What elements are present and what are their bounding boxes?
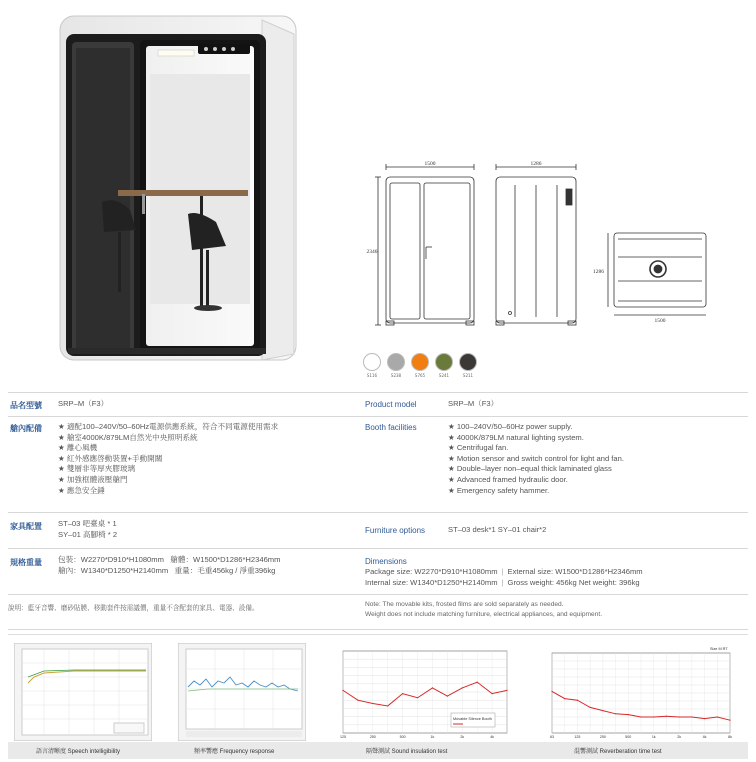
swatch-3[interactable] [410,353,430,378]
reverberation-chart [538,643,738,741]
list-item: ★ 離心風機 [58,443,98,453]
swatch-color [435,353,453,371]
en-value: ST–03 desk*1 SY–01 chair*2 [448,525,547,534]
data-point [602,710,603,711]
swatch-5[interactable] [458,353,478,378]
spec-row-facilities [8,416,748,512]
x-tick-label: 4k [702,735,707,739]
data-point [342,690,343,691]
list-item: ★ 100–240V/50–60Hz power supply. [448,422,573,431]
en-package: Package size: W2270*D910*H1080mm [365,567,498,576]
swatch-1[interactable] [362,353,382,378]
zh-list [58,519,117,540]
en-weight: Gross weight: 456kg Net weight: 396kg [507,577,640,587]
speech-intelligibility-chart [14,643,152,741]
en-internal: Internal size: W1340*D1250*H2140mm [365,577,498,587]
caption-bar [8,742,748,759]
list-item: ★ Advanced framed hydraulic door. [448,474,568,484]
en-note: Note: The movable kits, frosted films are sold separately as needed. Weight does not include matching furniture, electrical appliances, and equipment. [365,601,603,618]
data-point [447,696,448,697]
frequency-response-chart [178,643,306,741]
en-label: Dimensions [365,557,407,566]
en-label: Furniture options [365,526,426,535]
spec-table [8,392,748,630]
color-swatches [362,353,478,378]
spec-row-furniture [8,512,748,548]
list-item: ★ 雙層非等厚夾膠玻璃 [58,464,136,474]
zh-note: 說明：藍牙音響、磨砂貼膜、移動套件按需議價，重量不含配套的家具、電器、設備。 [8,605,259,612]
dim-front-width: 1500 [424,161,436,167]
x-tick-label: 2k [460,735,465,739]
data-point [432,687,433,688]
en-label: Booth facilities [365,423,417,432]
list-item: SY–01 高腳椅 * 2 [58,529,118,539]
x-tick-label: 1k [430,735,435,739]
list-item: ST–03 吧臺桌 * 1 [58,519,117,528]
en-list [448,422,624,496]
en-dims: Package size: W2270*D910*H1080mm | External size: W1500*D1286*H2346mm Internal size: W1340*D1250*H2140mm | Gross weight: 456kg Net weight: 396kg [365,567,643,587]
list-item: ★ 4000K/879LM natural lighting system. [448,432,584,442]
list-item: ★ 應急安全錘 [58,485,105,495]
x-tick-label: 125 [574,735,581,739]
data-point [577,700,578,701]
en-label: Product model [365,400,417,409]
list-item: ★ Motion sensor and switch control for light and fan. [448,453,624,463]
en-external: External size: W1500*D1286*H2346mm [507,567,643,576]
zh-list [58,422,278,496]
list-item: ★ Emergency safety hammer. [448,485,550,495]
list-item: ★ 加強框體液壓艙門 [58,474,128,484]
zh-internal: 艙內：W1340*D1250*H2140mm [58,565,169,575]
zh-external: 艙體：W1500*D1286*H2346mm [170,555,281,564]
list-item: ★ 適配100–240V/50–60Hz電源供應系統，符合不同電源使用需求 [58,422,279,431]
swatch-code: S116 [366,373,378,378]
spec-row-model [8,392,748,416]
data-point [462,687,463,688]
sound-insulation-chart [333,643,513,741]
zh-label: 規格重量 [10,558,42,567]
en-value: SRP–M（F3） [448,399,499,408]
data-point [628,714,629,715]
x-tick-label: 63 [550,735,554,739]
swatch-color [387,353,405,371]
x-tick-label: 500 [399,735,406,739]
list-item: ★ 紅外感應啓動裝置+手動開關 [58,453,163,463]
swatch-color [363,353,381,371]
data-point [679,716,680,717]
data-point [477,682,478,683]
data-point [653,716,654,717]
data-point [387,705,388,706]
reverb-legend: Size M RT [710,647,728,651]
caption-frequency: 頻率響應 Frequency response [194,749,275,755]
swatch-code: S765 [414,373,426,378]
data-point [491,693,492,694]
data-point [357,700,358,701]
x-tick-label: 125 [340,735,346,739]
list-item: ★ Double–layer non–equal thick laminated glass [448,464,612,474]
caption-speech: 語言清晰度 Speech intelligibility [36,749,121,755]
data-point [729,720,730,721]
list-item: ★ 艙室4000K/879LM自然光中央照明系統 [58,432,198,442]
x-tick-label: 250 [369,735,376,739]
x-tick-label: 4k [490,735,494,739]
x-tick-label: 2k [677,735,682,739]
spec-row-notes [8,594,748,630]
data-point [551,691,552,692]
zh-package: 包裝：W2270*D910*H1080mm [58,555,164,564]
swatch-4[interactable] [434,353,454,378]
caption-reverb: 混響測試 Reverberation time test [574,749,662,755]
data-point [717,716,718,717]
zh-value: SRP–M（F3） [58,399,109,408]
zh-label: 家具配置 [10,522,42,531]
data-point [417,697,418,698]
data-point [402,693,403,694]
data-point [615,713,616,714]
x-tick-label: 500 [625,735,632,739]
data-point [590,707,591,708]
zh-label: 品名型號 [10,401,42,410]
x-tick-label: 8k [728,735,732,739]
x-tick-label: 1k [651,735,656,739]
data-point [506,690,507,691]
swatch-code: S238 [390,373,402,378]
dim-top-width: 1500 [654,318,666,324]
sound-legend: Movable Silence Booth [453,717,492,721]
booth-image [58,14,298,364]
data-point [564,698,565,699]
swatch-color [411,353,429,371]
swatch-color [459,353,477,371]
swatch-code: S241 [438,373,450,378]
zh-dims [58,555,280,576]
list-item: ★ Centrifugal fan. [448,443,509,453]
data-point [666,716,667,717]
x-tick-label: 250 [599,735,606,739]
dim-side-width: 1286 [530,161,542,167]
dim-top-depth: 1286 [593,269,604,275]
data-point [691,716,692,717]
caption-sound: 隔聲測試 Sound insulation test [366,749,448,755]
swatch-code: S211 [462,373,474,378]
data-point [372,703,373,704]
spec-row-dimensions [8,548,748,594]
zh-label: 艙內配備 [10,424,42,433]
data-point [640,716,641,717]
test-charts [8,634,748,758]
data-point [704,718,705,719]
swatch-2[interactable] [386,353,406,378]
technical-drawings [360,155,720,335]
zh-weight: 重量：毛重456kg / 淨重396kg [174,565,276,575]
dim-height: 2346 [366,249,378,255]
